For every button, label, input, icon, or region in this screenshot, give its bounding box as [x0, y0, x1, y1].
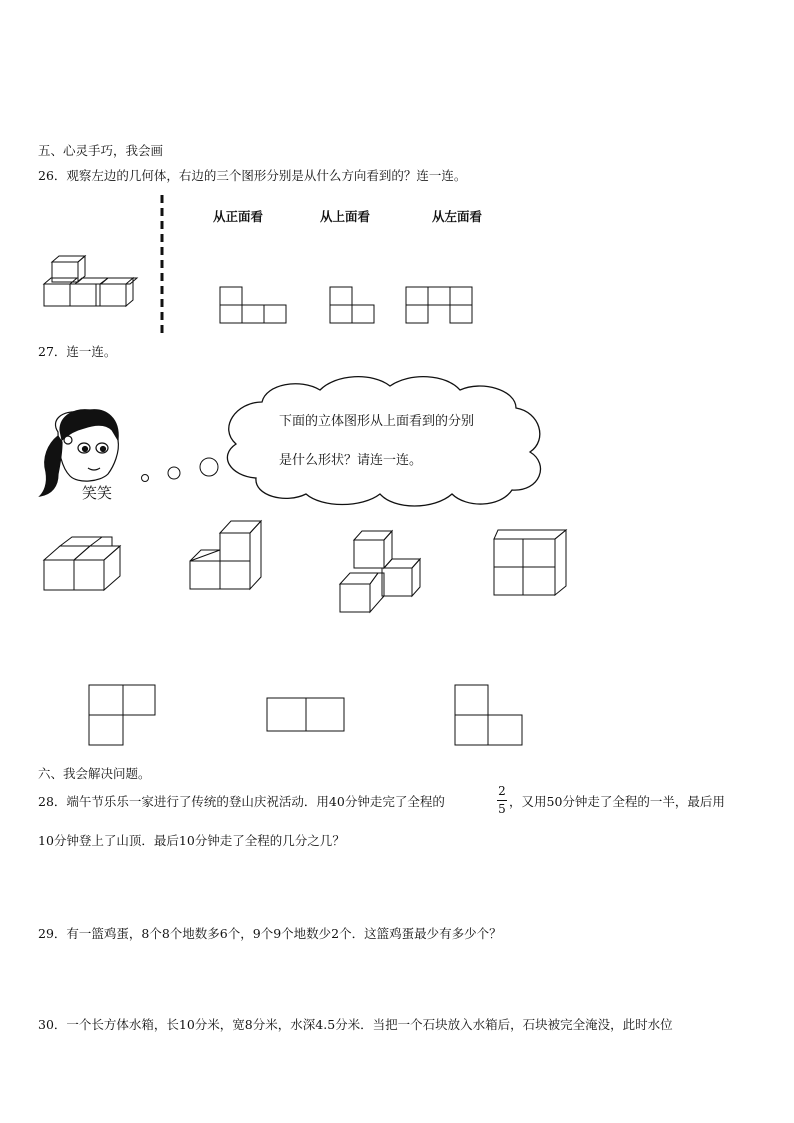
question-28-line-2: 10分钟登上了山顶．最后10分钟走了全程的几分之几？ — [38, 833, 345, 848]
question-29-text: 29．有一篮鸡蛋，8个8个地数多6个，9个9个地数少2个．这篮鸡蛋最少有多少个？ — [38, 926, 502, 941]
label-top-view: 从上面看 — [320, 209, 371, 224]
q27-top-view-a — [89, 685, 155, 745]
q27-solid-3 — [340, 531, 420, 612]
label-left-view: 从左面看 — [432, 209, 483, 224]
question-28-part-2: ，又用50分钟走了全程的一半，最后用 — [509, 794, 725, 809]
question-26-text: 26．观察左边的几何体，右边的三个图形分别是从什么方向看到的？连一连。 — [38, 168, 467, 183]
section-6-title: 六、我会解决问题。 — [38, 766, 151, 781]
bubble-text-line-1: 下面的立体图形从上面看到的分别 — [279, 414, 475, 429]
question-27-text: 27．连一连。 — [38, 344, 117, 359]
q27-solid-4 — [494, 530, 566, 595]
q27-top-view-c — [455, 685, 522, 745]
section-5-title: 五、心灵手巧，我会画 — [38, 143, 164, 158]
character-caption: 笑笑 — [82, 484, 113, 502]
label-front-view: 从正面看 — [213, 209, 264, 224]
fraction-bar — [497, 800, 507, 801]
fraction-denominator: 5 — [498, 802, 506, 816]
bubble-text-line-2: 是什么形状？请连一连。 — [279, 453, 423, 468]
q27-top-view-b — [267, 698, 344, 731]
q27-solid-1 — [44, 537, 120, 590]
question-30-text: 30．一个长方体水箱，长10分米，宽8分米，水深4.5分米．当把一个石块放入水箱后，石块被完全淹没，此时水位 — [38, 1017, 673, 1032]
fraction-numerator: 2 — [498, 784, 506, 798]
question-28-part-1: 28．端午节乐乐一家进行了传统的登山庆祝活动．用40分钟走完了全程的 — [38, 794, 445, 809]
q27-solid-2 — [190, 521, 261, 589]
